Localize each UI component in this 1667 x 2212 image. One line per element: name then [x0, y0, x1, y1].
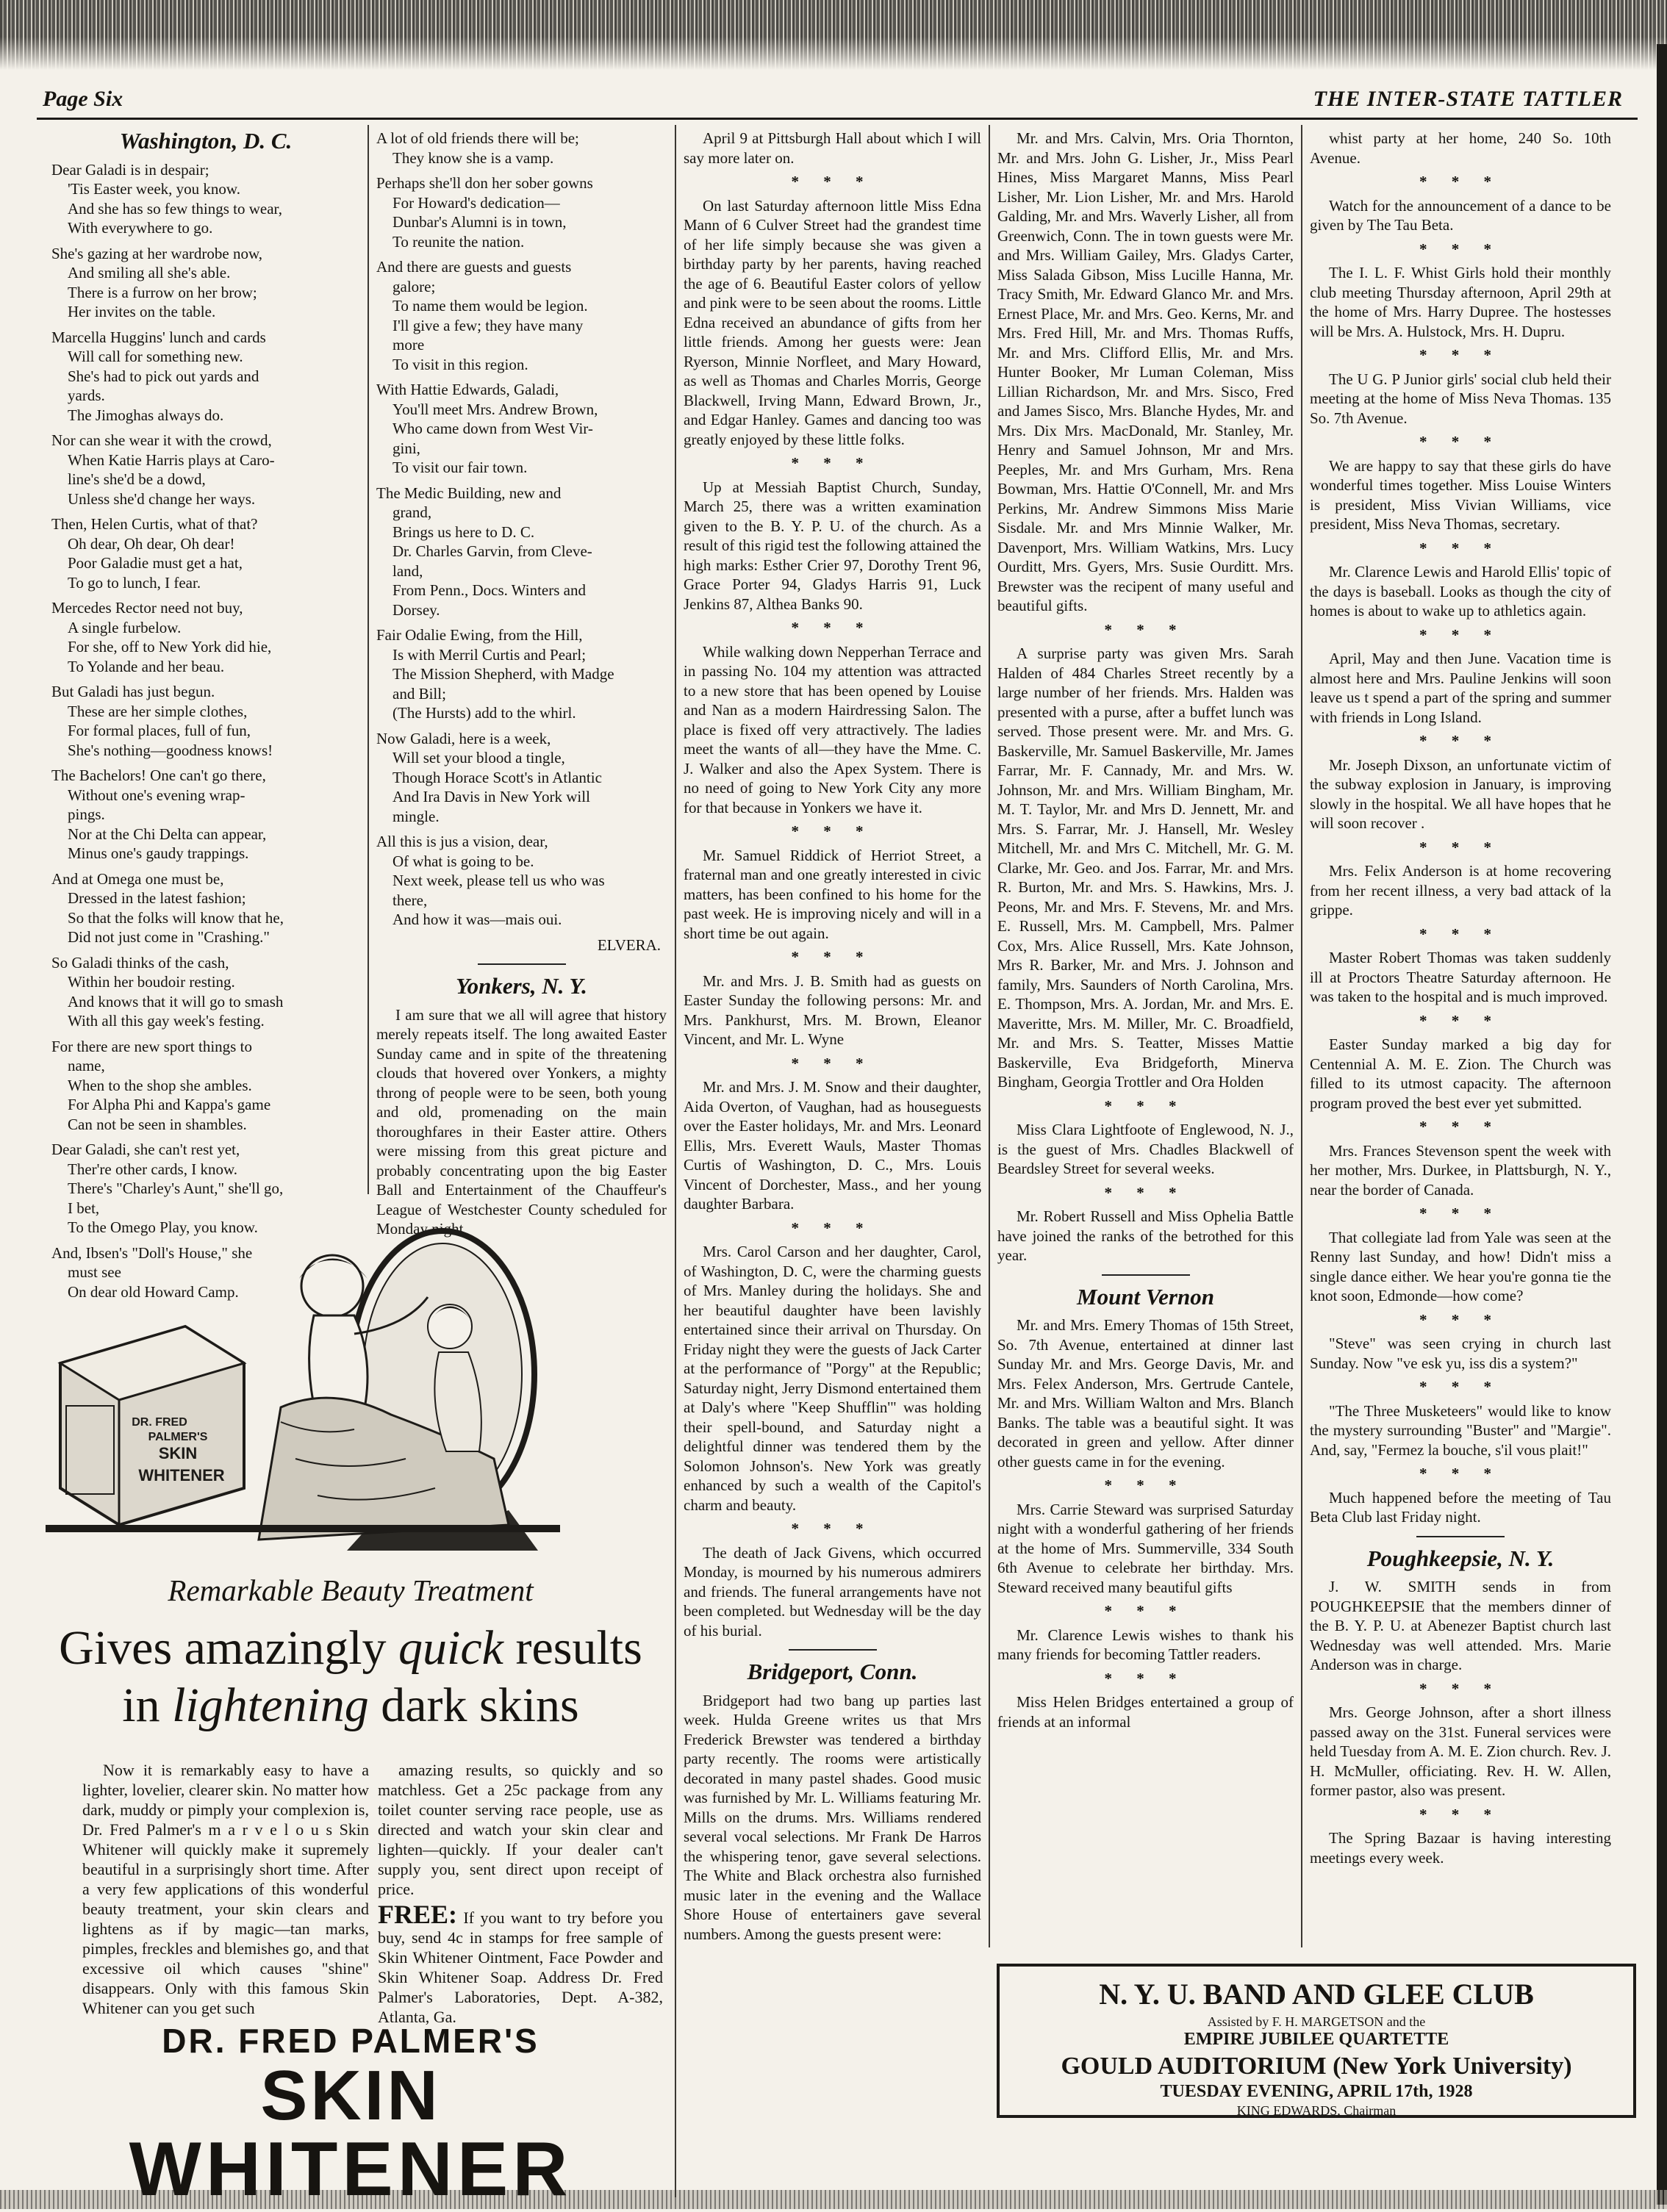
poem-line: So Galadi thinks of the cash, — [51, 953, 229, 972]
poem-line: For formal places, full of fun, — [68, 722, 251, 739]
poem-line: Within her boudoir resting. — [68, 973, 235, 991]
poem-line: Dressed in the latest fashion; — [68, 889, 246, 907]
item-separator: * * * — [1104, 1183, 1187, 1202]
news-paragraph: Mrs. Frances Stevenson spent the week with her mother, Mrs. Durkee, in Plattsburgh, N. Y., near the border of Canada. — [1310, 1141, 1611, 1199]
column-rule — [675, 125, 676, 2197]
news-paragraph: Mr. and Mrs. Emery Thomas of 15th Street, So. 7th Avenue, entertained at dinner last Sunday Mr. and Mrs. George Davis, Mr. and Mrs. Felex Anderson, Mrs. Gertrude Cantele, Mr. and Mrs. William Walton and Mrs. Blanch Banks. The table was a beautiful sight. It was decorated in green and yellow. After dinner other guests came in for the evening. — [997, 1316, 1294, 1471]
item-separator: * * * — [1419, 539, 1502, 557]
news-paragraph: Mrs. Felix Anderson is at home recovering from her recent illness, a very bad attack of la grippe. — [1310, 862, 1611, 919]
poem-stanza — [376, 625, 667, 723]
item-separator: * * * — [1419, 732, 1502, 750]
news-paragraph: The I. L. F. Whist Girls hold their monthly club meeting Thursday afternoon, April 29th at the home of Mrs. Harry Dupree. The hostesses will be Mrs. A. Hulstock, Mrs. H. Dupru. — [1310, 264, 1611, 340]
news-paragraph: The Spring Bazaar is having interesting meetings every week. — [1310, 1829, 1611, 1867]
news-paragraph: The death of Jack Givens, which occurred Monday, is mourned by his numerous admirers and friends. The funeral arrangements have not been completed. but Wednesday will be the day of his burial. — [684, 1543, 981, 1640]
column-rule — [368, 125, 369, 1194]
poem-signature: ELVERA. — [597, 936, 661, 954]
item-separator: * * * — [1419, 1465, 1502, 1482]
news-paragraph: I am sure that we all will agree that history merely repeats itself. The long awaited Easter Sunday came and in spite of the threatening clouds that hovered over Yonkers, a mighty throng of people were to be seen, both young and old, promenading on the main thoroughfares in their Easter attire. Others were missing from this great picture and probably concentrating upon the big Easter Ball and Entertainment of the Chauffeur's League of Westchester County scheduled for Monday night — [376, 1005, 667, 1238]
item-separator: * * * — [1419, 838, 1502, 856]
news-paragraph: On last Saturday afternoon little Miss Edna Mann of 6 Culver Street had the grandest time of her life simply because she was given a birthday party by her parents, having reached the age of 6. Beautiful Easter colors of yellow and pink were to be seen about the rooms. Little Edna received an abundance of gifts from her little friends. Among her guests were: Jean Ryerson, Minnie Norfleet, and Mary Howard, as well as Thomas and Charles Morris, George Blackwell, Irving Mann, Edward Brown, Jr., and Edgar Hanley. Games and dancing too was greatly enjoyed by these little folks. — [684, 196, 981, 448]
poem-line: Poor Galadie must get a hat, — [68, 554, 243, 572]
poem-line: And she has so few things to wear, — [68, 199, 282, 218]
poem-line: All this is jus a vision, dear, — [376, 833, 548, 850]
mount-vernon-text — [997, 1315, 1294, 1731]
item-separator: * * * — [1419, 346, 1502, 364]
bridgeport-guests-text — [997, 129, 1294, 1265]
poem-line: To visit our fair town. — [392, 459, 528, 476]
poem-line: For Alpha Phi and Kappa's game — [68, 1096, 271, 1113]
section-title-poughkeepsie: Poughkeepsie, N. Y. — [1366, 1545, 1555, 1571]
poem-line: With all this gay week's festing. — [68, 1012, 265, 1030]
page-number: Page Six — [43, 87, 123, 111]
poem-stanza — [376, 173, 667, 251]
poem-line: Nor can she wear it with the crowd, — [51, 431, 272, 449]
news-paragraph: Mr. and Mrs. J. M. Snow and their daughter, Aida Overton, of Vaughan, had as houseguests over the Easter holidays, Mr. and Mrs. Leonard Ellis, Mrs. Everett Wauls, Master Thomas Curtis of Washington, D. C., Mrs. Louis Vincent of Dorchester, Mass., and her young daughter Barbara. — [684, 1078, 981, 1213]
poem-line: Will set your blood a tingle, — [392, 749, 565, 766]
poem-line: more — [392, 336, 425, 353]
poem-line: The Medic Building, new and — [376, 484, 562, 502]
news-paragraph: Mr. Clarence Lewis wishes to thank his many friends for becoming Tattler readers. — [997, 1626, 1294, 1663]
scan-top-border — [0, 0, 1667, 70]
item-separator: * * * — [791, 1054, 874, 1072]
poem-line: Minus one's gaudy trappings. — [68, 844, 249, 862]
poem-line: To reunite the nation. — [392, 232, 525, 251]
poem-line: I bet, — [68, 1199, 100, 1217]
poem-line: Now Galadi, here is a week, — [376, 729, 551, 747]
item-separator: * * * — [1419, 240, 1502, 258]
box-text-whitener: WHITENER — [138, 1466, 225, 1484]
news-paragraph: Mrs. Carrie Steward was surprised Saturday night with a wonderful gathering of her friends at the home of Mrs. Summerville, 334 South 6th Avenue to celebrate her birthday. Mrs. Steward received many beautiful gifts — [997, 1500, 1294, 1596]
poem-line: Dr. Charles Garvin, from Cleve- — [392, 542, 592, 560]
item-separator: * * * — [1419, 1118, 1502, 1135]
poem-stanza — [51, 514, 360, 592]
paper-name: THE INTER-STATE TATTLER — [1313, 87, 1623, 111]
poem-stanza — [51, 598, 360, 676]
poem-line: And at Omega one must be, — [51, 869, 224, 888]
news-paragraph: Miss Clara Lightfoote of Englewood, N. J., is the guest of Mrs. Chadles Blackwell of Beardsley Street for several weeks. — [997, 1121, 1294, 1177]
column-three — [684, 129, 981, 2197]
poem-stanza — [376, 129, 667, 168]
section-title-yonkers: Yonkers, N. Y. — [456, 973, 587, 999]
mount-vernon-text-continued — [1310, 129, 1611, 1527]
washington-poem — [51, 160, 360, 1302]
news-paragraph: Mr. Clarence Lewis and Harold Ellis' topic of the days is baseball. Looks as though the city of homes is about to wake up to athletics again. — [1310, 563, 1611, 620]
poem-line: And Ira Davis in New York will — [392, 788, 590, 805]
item-separator: * * * — [791, 822, 874, 840]
poem-line: Of what is going to be. — [392, 852, 534, 870]
poem-line: There's "Charley's Aunt," she'll go, — [68, 1179, 284, 1197]
news-paragraph: "Steve" was seen crying in church last Sunday. Now "ve esk yu, iss dis a system?" — [1310, 1335, 1611, 1372]
poem-stanza — [376, 257, 667, 374]
item-separator: * * * — [1419, 924, 1502, 943]
poem-line: Without one's evening wrap- — [68, 786, 245, 804]
poem-line: Then, Helen Curtis, what of that? — [51, 515, 258, 533]
news-paragraph: April 9 at Pittsburgh Hall about which I will say more later on. — [684, 129, 981, 167]
poem-stanza — [376, 484, 667, 620]
news-paragraph: While walking down Nepperhan Terrace and in passing No. 104 my attention was attracted to a new store that has been opened by Louise and Nan as a modern Hairdressing Salon. The place is fixed off very attractively. The ladies meet the wants of all—they have the Mme. C. J. Walker and also the Apex System. There is no need of going to New York City any more for that because in Yonkers we have it. — [684, 642, 981, 816]
poem-stanza — [51, 682, 360, 760]
poem-line: There is a furrow on her brow; — [68, 283, 257, 301]
poem-line: With everywhere to go. — [68, 219, 213, 237]
poem-line: Can not be seen in shambles. — [68, 1115, 247, 1133]
poem-line: 'Tis Easter week, you know. — [68, 180, 240, 198]
glee-club-date: TUESDAY EVENING, APRIL 17th, 1928 — [1160, 2082, 1473, 2101]
ad-brand-block — [38, 2021, 663, 2212]
item-separator: * * * — [1419, 1679, 1502, 1698]
poem-line: For there are new sport things to — [51, 1037, 252, 1055]
news-paragraph: Easter Sunday marked a big day for Centennial A. M. E. Zion. The Church was filled to its utmost capacity. The afternoon program proved the best ever yet submitted. — [1310, 1035, 1611, 1112]
poem-line: A lot of old friends there will be; — [376, 129, 579, 147]
poem-line: A single furbelow. — [68, 618, 182, 636]
item-separator: * * * — [1104, 620, 1187, 639]
news-paragraph: Up at Messiah Baptist Church, Sunday, March 25, there was a written examination given to the B. Y. P. U. of the church. As a result of this rigid test the following attained the high marks: Esther Crier 97, Dorothy Trent 96, Grace Porter 94, Gladys Harris 91, Luck Jenkins 87, Althea Banks 90. — [684, 478, 981, 613]
section-rule — [1416, 1536, 1505, 1537]
free-label: FREE: — [378, 1900, 457, 1929]
bridgeport-text — [684, 1691, 981, 1945]
glee-club-assisted: Assisted by F. H. MARGETSON and the — [1207, 2014, 1426, 2029]
poem-line: To visit in this region. — [392, 355, 528, 373]
column-rule — [989, 125, 990, 1947]
poem-line: But Galadi has just begun. — [51, 683, 215, 700]
ad-brand-whitener: WHITENER — [129, 2127, 573, 2212]
item-separator: * * * — [1419, 433, 1502, 450]
poem-line: With Hattie Edwards, Galadi, — [376, 381, 559, 398]
box-text-dr: DR. FRED — [132, 1416, 187, 1429]
item-separator: * * * — [791, 619, 874, 636]
poem-line: pings. — [68, 805, 105, 823]
poem-line: name, — [68, 1057, 105, 1074]
poem-line: Mercedes Rector need not buy, — [51, 599, 243, 617]
news-paragraph: Miss Helen Bridges entertained a group of friends at an informal — [997, 1693, 1294, 1731]
poem-line: For she, off to New York did hie, — [68, 638, 272, 656]
news-paragraph: Master Robert Thomas was taken suddenly ill at Proctors Theatre Saturday afternoon. He was taken to the hospital and is much improved. — [1310, 949, 1611, 1005]
poem-stanza — [376, 380, 667, 478]
poem-line: The Jimoghas always do. — [68, 406, 224, 424]
ad-body-right: amazing results, so quickly and so matchless. Get a 25c package from any toilet counter serving race people, use as directed and watch your skin clear and lighten—quickly. If your dealer can't supply you, sent direct upon receipt of price. FREE: If you want to try before you buy, send 4c in stamps for free sample of Skin Whitener Ointment, Face Powder and Skin Whitener Soap. Address Dr. Fred Palmer's Laboratories, Dept. A-382, Atlanta, Ga. — [378, 1761, 663, 2026]
poem-line: gini, — [392, 439, 420, 457]
poem-line: You'll meet Mrs. Andrew Brown, — [392, 400, 598, 418]
news-paragraph: Much happened before the meeting of Tau Beta Club last Friday night. — [1310, 1488, 1611, 1526]
poem-line: When to the shop she ambles. — [68, 1076, 252, 1094]
yonkers-text-continued — [684, 129, 981, 1640]
poem-line: She's had to pick out yards and — [68, 367, 259, 385]
news-paragraph: Mrs. Carol Carson and her daughter, Carol, of Washington, D. C, were the charming guests of Mrs. Manley during the holidays. She and her beautiful daughter have been lavishly entertained since their arrival on Thursday. On Friday night they were the guests of Jack Carter at the performance of "Porgy" at the Republic; Saturday night, Jerry Dismond entertained them at Daly's where "Keep Shufflin'" was holding their spell-bound, and Saturday night a delightful dinner was tendered them by the Solomon Johnson's. New York was greatly enhanced by such a wealth of the Capitol's charm and beauty. — [684, 1243, 981, 1514]
news-paragraph: Mr. and Mrs. J. B. Smith had as guests on Easter Sunday the following persons: Mr. and Mrs. Pankhurst, Mrs. M. Brown, Eleanor Vincent, and Mr. L. Wyne — [684, 972, 981, 1048]
item-separator: * * * — [1419, 1805, 1502, 1823]
news-paragraph: We are happy to say that these girls do have wonderful times together. Miss Louise Winters is president, Miss Vivian Williams, vice president, Miss Neva Thomas, secretary. — [1310, 456, 1611, 533]
item-separator: * * * — [1419, 1011, 1502, 1030]
glee-club-chairman: KING EDWARDS, Chairman — [1236, 2103, 1397, 2118]
news-paragraph: Mr. Robert Russell and Miss Ophelia Battle have joined the ranks of the betrothed for this year. — [997, 1207, 1294, 1264]
poem-line: She's nothing—goodness knows! — [68, 741, 273, 759]
item-separator: * * * — [791, 454, 874, 472]
poem-line: For Howard's dedication— — [392, 193, 560, 212]
poem-line: mingle. — [392, 807, 440, 825]
column-washington — [51, 128, 360, 1301]
poem-line: Dear Galadi is in despair; — [51, 160, 209, 179]
poem-line: And how it was—mais oui. — [392, 911, 562, 928]
poem-stanza — [51, 328, 360, 425]
news-paragraph: Watch for the announcement of a dance to be given by The Tau Beta. — [1310, 196, 1611, 234]
item-separator: * * * — [1419, 173, 1502, 190]
news-paragraph: J. W. SMITH sends in from POUGHKEEPSIE that the members dinner of the B. Y. P. U. at Abenezer Baptist church last Wednesday was well attended. Mrs. Marie Anderson was in charge. — [1310, 1578, 1611, 1673]
poem-line: Ther're other cards, I know. — [68, 1160, 237, 1178]
glee-club-quartette: EMPIRE JUBILEE QUARTETTE — [1183, 2030, 1449, 2049]
item-separator: * * * — [1104, 1669, 1187, 1687]
poem-line: Marcella Huggins' lunch and cards — [51, 328, 266, 346]
poem-line: land, — [392, 561, 423, 580]
item-separator: * * * — [1419, 625, 1502, 644]
item-separator: * * * — [1419, 1204, 1502, 1222]
box-text-skin: SKIN — [158, 1444, 198, 1462]
poem-stanza — [51, 1037, 360, 1135]
poem-line: Her invites on the table. — [68, 303, 216, 320]
poem-line: To go to lunch, I fear. — [68, 573, 201, 592]
poem-line: From Penn., Docs. Winters and — [392, 581, 586, 599]
poem-line: Dunbar's Alumni is in town, — [392, 213, 567, 231]
poem-line: Brings us here to D. C. — [392, 523, 535, 541]
poem-line: The Bachelors! One can't go there, — [51, 766, 266, 784]
poem-line: I'll give a few; they have many — [392, 316, 584, 334]
news-paragraph: A surprise party was given Mrs. Sarah Halden of 484 Charles Street recently by a large number of her friends. Mrs. Halden was presented with a purse, after a buffet lunch was served. Those present were. Mr. and Mrs. G. Baskerville, Mr. Samuel Baskerville, Mr. James Farrar, Mr. F. Cannady, Mr. and Mrs. W. Johnson, Mr. and Mrs. William Bingham, Mr. M. T. Taylor, Mr. and Mrs D. Jennett, Mr. and Mrs. S. Farrar, Mr. J. Hansell, Mr. Wesley Mitchell, Mr. and Mrs C. Mitchell, Mr. G. M. Clarke, Mr. Geo. and Jos. Farrar, Mr. and Mrs. R. Burton, Mr. and Mrs. S. Hawkins, Mrs. J. Peons, Mr. and Mrs. F. Stevens, Mr. and Mrs. E. Russell, Mrs. M. Campbell, Mrs. Palmer Cox, Mrs. Alice Russell, Mrs. Kate Johnson, Mrs R. Barker, Mr. and Mrs. J. Johnson and family, Mrs. Saunders of North Carolina, Mrs. E. Thompson, Mrs. A. Jordan, Mr. and Mrs. E. Maveritte, Mrs. M. Miller, Mr. C. Broadfield, Mr. and Mrs. S. Teatter, Misses Mattie Baskerville, Eva Bridgeforth, Minerva Bingham, Georgia Trottler and Ora Holden — [997, 644, 1294, 1091]
poem-stanza — [376, 832, 667, 930]
news-paragraph: whist party at her home, 240 So. 10th Avenue. — [1310, 129, 1611, 167]
section-rule — [789, 1649, 877, 1651]
item-separator: * * * — [1104, 1602, 1187, 1620]
poem-line: Perhaps she'll don her sober gowns — [376, 174, 593, 192]
poem-stanza — [51, 766, 360, 863]
item-separator: * * * — [791, 173, 874, 190]
poem-line: They know she is a vamp. — [392, 148, 554, 167]
poem-line: Will call for something new. — [68, 348, 243, 365]
poem-line: These are her simple clothes, — [68, 702, 248, 720]
poem-line: line's she'd be a dowd, — [68, 470, 206, 488]
poughkeepsie-text — [1310, 1577, 1611, 1867]
item-separator: * * * — [1104, 1476, 1187, 1494]
column-four — [997, 129, 1294, 1958]
poem-line: The Mission Shepherd, with Madge — [392, 665, 614, 683]
poem-stanza — [51, 953, 360, 1031]
news-paragraph: The U G. P Junior girls' social club held their meeting at the home of Miss Neva Thomas. 135 So. 7th Avenue. — [1310, 370, 1611, 427]
item-separator: * * * — [1419, 1378, 1502, 1396]
column-two — [376, 129, 667, 1238]
news-paragraph: Mr. Samuel Riddick of Herriot Street, a fraternal man and one greatly interested in civic matters, has been confined to his home for the past week. He is improving nicely and will in a short time be out again. — [684, 846, 981, 942]
poem-stanza — [51, 244, 360, 322]
section-title-washington: Washington, D. C. — [119, 128, 293, 154]
poem-line: galore; — [392, 277, 436, 295]
poem-line: Oh dear, Oh dear, Oh dear! — [68, 534, 235, 553]
ad-body-left: Now it is remarkably easy to have a lighter, lovelier, clearer skin. No matter how dark, muddy or pimply your complexion is, Dr. Fred Palmer's m a r v e l o u s Skin Whitener will quickly make it supremely beautiful in a surprisingly short time. After a very few applications of this wonderful beauty treatment, your skin clears and lightens as if by magic—tan marks, pimples, freckles and blemishes go, and that excessive oil which causes "shine" disappears. Only with this famous Skin Whitener can you get such — [82, 1761, 369, 2017]
poem-line: So that the folks will know that he, — [68, 908, 284, 927]
box-text-palmer: PALMER'S — [148, 1431, 208, 1443]
poem-line: Dear Galadi, she can't rest yet, — [51, 1141, 240, 1158]
glee-club-title: N. Y. U. BAND AND GLEE CLUB — [1099, 1978, 1534, 2011]
news-paragraph: Mrs. George Johnson, after a short illness passed away on the 31st. Funeral services were held Tuesday from A. M. E. Zion church. Rev. J. H. McMuller, officiating. Rev. H. W. Allen, former pastor, also was present. — [1310, 1703, 1611, 1799]
poem-stanza — [51, 160, 360, 238]
header-rule — [37, 118, 1638, 120]
skin-whitener-ad — [38, 1202, 663, 2212]
glee-club-ad — [997, 1964, 1636, 2118]
poem-line: must see — [68, 1263, 121, 1281]
ad-brand-name: DR. FRED PALMER'S — [162, 2022, 539, 2060]
item-separator: * * * — [791, 1520, 874, 1537]
poem-line: there, — [392, 891, 428, 909]
ad-headline-2: in lightening dark skins — [122, 1678, 579, 1732]
poem-line: On dear old Howard Camp. — [68, 1282, 239, 1301]
poem-line: Unless she'd change her ways. — [68, 489, 256, 508]
column-five — [1310, 129, 1611, 1958]
news-paragraph: Bridgeport had two bang up parties last week. Hulda Greene writes us that Mrs Frederick Brewster was tendered a birthday party recently. The rooms were artistically decorated in many pastel shades. Good music was furnished by Mr. L. Williams featuring Mr. Mills on the drums. Mrs. Williams rendered several vocal selections. Mr Frank De Harros the whispering tenor, gave several selections. The White and Black orchestra also furnished music later in the evening and the Wallace Shore House of entertainers gave several numbers. Among the guests present were: — [684, 1691, 981, 1943]
news-paragraph: April, May and then June. Vacation time is almost here and Mrs. Pauline Jenkins will soon leave us t spend a part of the spring and summer with friends in Long Island. — [1310, 650, 1611, 726]
poem-line: Fair Odalie Ewing, from the Hill, — [376, 626, 583, 644]
poem-line: To name them would be legion. — [392, 297, 588, 315]
ad-headline-1: Gives amazingly quick results — [59, 1621, 642, 1675]
poem-line: and Bill; — [392, 684, 446, 703]
news-paragraph: That collegiate lad from Yale was seen at the Renny last Sunday, and how! Didn't miss a single dance either. We hear you're gonna tie the knot soon, Edmonde—how come? — [1310, 1228, 1611, 1304]
news-paragraph: Mr. and Mrs. Calvin, Mrs. Oria Thornton, Mr. and Mrs. John G. Lisher, Jr., Miss Pearl Hines, Miss Margaret Manns, Miss Pearl Lisher, Mr. Lion Lisher, Mr. and Mrs. Harold Galding, Mr. and Mrs. Waverly Lisher, all from Greenwich, Conn. The in town guests were Mr. and Mrs. William Gailey, Mrs. Gladys Carter, Miss Salada Gibson, Miss Lucille Hanna, Mr. Tracy Smith, Mr. Edward Glanco Mr. and Mrs. Ernest Place, Mr. and Mrs. Geo. Kerns, Mr. and Mrs. Fred Hill, Mr. and Mrs. Thomas Ruffs, Mr. and Mrs. Clifford Ellis, Mr. and Mrs. Hunter Booker, Mr Luman Coleman, Miss Lillian Richardson, Mr. and Mrs. Sisco, Fred and James Sisco, Mrs. Blanche Hydes, Mr. and Mrs. Dix Mrs. MacDonald, Mr. Stanley, Mr. Henry and Samuel Johnson, Mr and Mrs. Peeples, Mr. and Mrs Gurham, Mrs. Rena Bowman, Mrs. Hattie O'Connell, Mr. and Mrs Perkins, Mr. Andrew Simmons Miss Marie Sisdale. Mr. and Mrs Minnie Walker, Mr. Davenport, Mrs. William Watkins, Mrs. Lucy Ourditt, Mrs. Gyers, Mrs. Susie Ourditt. Mrs. Brewster was the recipent of many useful and beautiful gifts. — [997, 129, 1294, 614]
poem-line: And there are guests and guests — [376, 258, 572, 276]
poem-line: yards. — [68, 387, 105, 404]
column-rule — [1301, 125, 1302, 1947]
poem-line: And, Ibsen's "Doll's House," she — [51, 1243, 253, 1262]
section-title-mount-vernon: Mount Vernon — [1077, 1283, 1214, 1310]
poem-line: Dorsey. — [392, 600, 440, 619]
poem-line: She's gazing at her wardrobe now, — [51, 244, 262, 262]
poem-line: Next week, please tell us who was — [392, 872, 605, 889]
washington-poem-continued — [376, 129, 667, 930]
poem-line: And knows that it will go to smash — [68, 992, 284, 1010]
item-separator: * * * — [791, 1218, 874, 1237]
section-title-bridgeport: Bridgeport, Conn. — [747, 1659, 918, 1684]
poem-line: Nor at the Chi Delta can appear, — [68, 825, 267, 843]
section-rule — [478, 963, 566, 965]
item-separator: * * * — [791, 948, 874, 966]
poem-line: (The Hursts) add to the whirl. — [392, 704, 576, 722]
poem-line: Did not just come in "Crashing." — [68, 928, 270, 946]
news-paragraph: "The Three Musketeers" would like to know the mystery surrounding "Buster" and "Margie". And, say, "Fermez la bouche, s'il vous plait!" — [1310, 1401, 1611, 1459]
poem-line: To the Omego Play, you know. — [68, 1218, 258, 1236]
ad-script-headline: Remarkable Beauty Treatment — [168, 1573, 534, 1607]
item-separator: * * * — [1104, 1096, 1187, 1115]
poem-line: grand, — [392, 503, 432, 521]
poem-line: And smiling all she's able. — [68, 264, 231, 281]
poem-line: Though Horace Scott's in Atlantic — [392, 768, 602, 786]
poem-stanza — [51, 869, 360, 947]
ad-illustration — [38, 1216, 663, 1562]
ad-brand-skin: SKIN — [260, 2056, 441, 2135]
news-paragraph: Mr. Joseph Dixson, an unfortunate victim of the subway explosion in January, is improving slowly in the hospital. We all have hopes that he will soon recover . — [1310, 755, 1611, 832]
page-edge — [1657, 44, 1667, 2205]
glee-club-venue: GOULD AUDITORIUM (New York University) — [1061, 2053, 1572, 2080]
poem-line: Who came down from West Vir- — [392, 420, 593, 437]
item-separator: * * * — [1419, 1310, 1502, 1329]
poem-line: Is with Merril Curtis and Pearl; — [392, 645, 587, 664]
poem-line: When Katie Harris plays at Caro- — [68, 450, 275, 469]
poem-stanza — [51, 431, 360, 509]
section-rule — [1102, 1274, 1190, 1276]
poem-line: To Yolande and her beau. — [68, 657, 225, 675]
poem-stanza — [376, 729, 667, 827]
